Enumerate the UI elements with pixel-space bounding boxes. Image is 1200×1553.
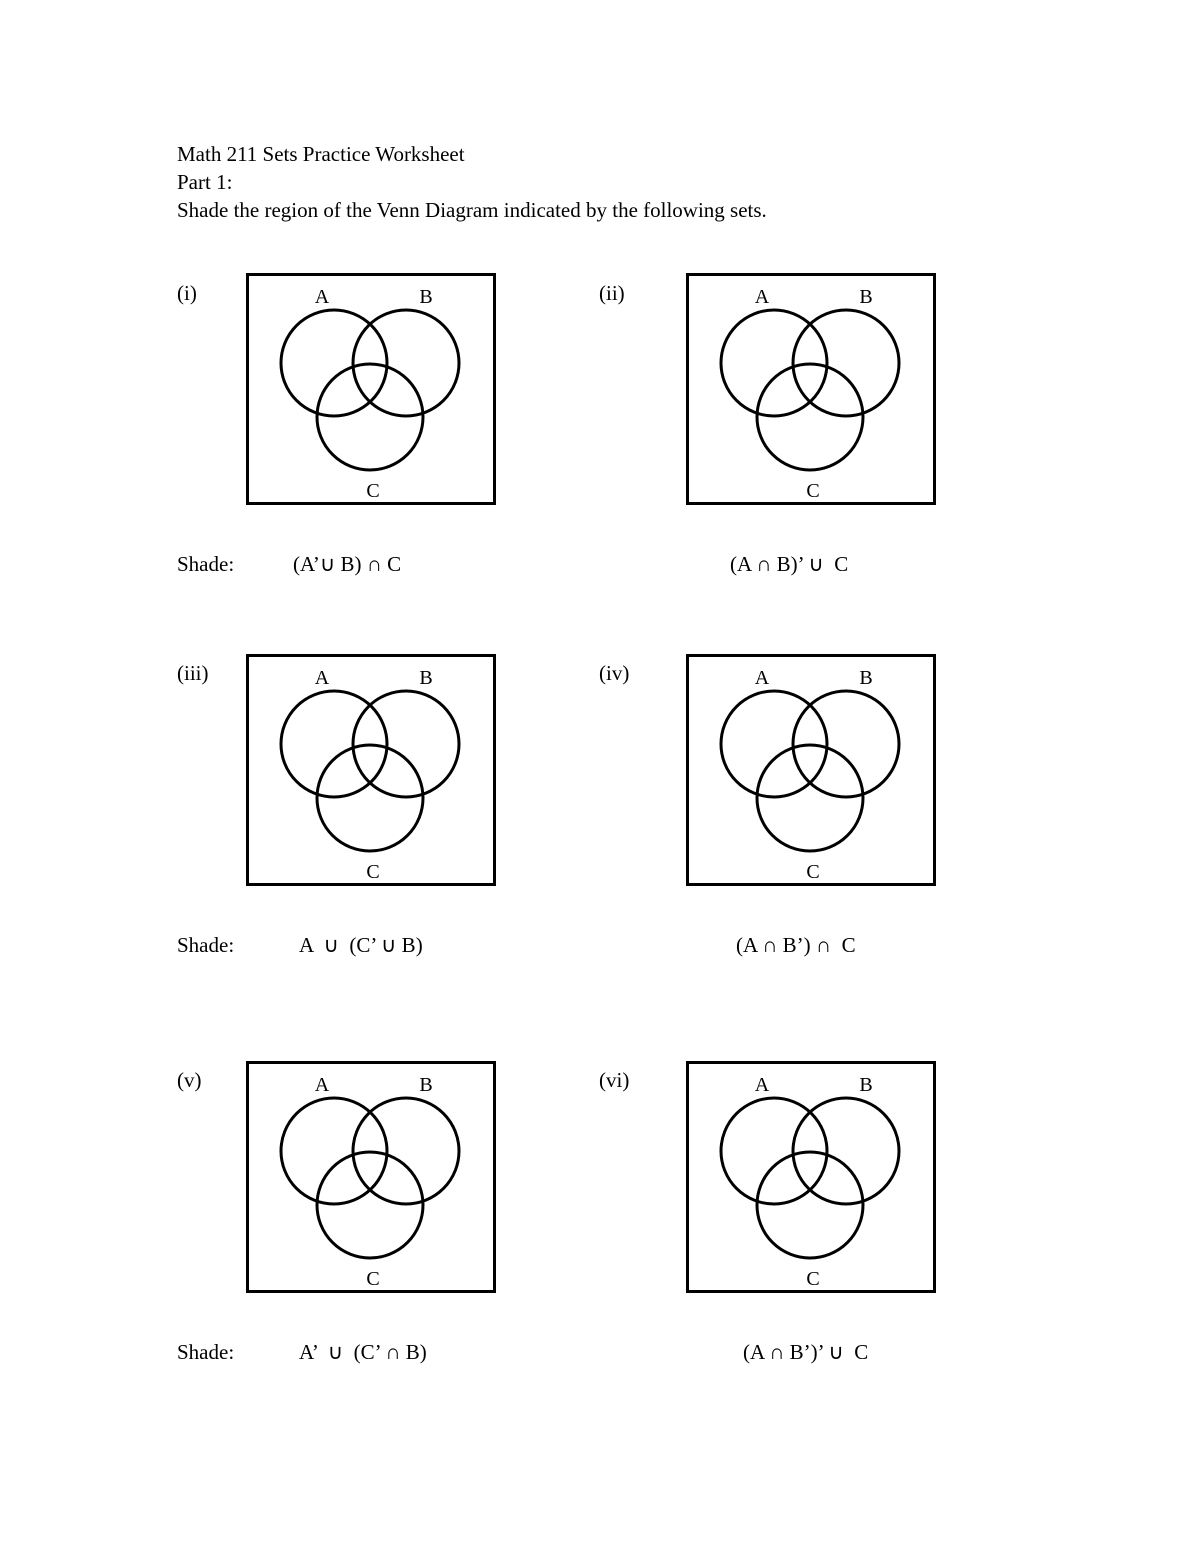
set-label-c: C	[366, 861, 380, 883]
venn-diagram	[686, 1061, 936, 1293]
venn-diagram	[246, 1061, 496, 1293]
set-label-b: B	[859, 1074, 873, 1096]
instructions: Shade the region of the Venn Diagram indicated by the following sets.	[177, 198, 767, 222]
problem-label: (i)	[177, 281, 197, 305]
set-label-b: B	[859, 286, 873, 308]
set-label-b: B	[859, 667, 873, 689]
problem-label: (iii)	[177, 661, 209, 685]
set-label-a: A	[314, 286, 330, 308]
set-label-c: C	[366, 1268, 380, 1290]
set-label-a: A	[314, 667, 330, 689]
worksheet-title: Math 211 Sets Practice Worksheet	[177, 142, 465, 166]
worksheet-header	[177, 140, 767, 224]
set-expression: A ∪ (C’ ∪ B)	[299, 933, 423, 957]
set-label-c: C	[806, 480, 820, 502]
set-expression: (A ∩ B)’ ∪ C	[730, 552, 849, 576]
set-label-c: C	[806, 1268, 820, 1290]
set-label-c: C	[366, 480, 380, 502]
problem-label: (vi)	[599, 1068, 630, 1092]
venn-diagram	[246, 273, 496, 505]
shade-label: Shade:	[177, 1340, 235, 1364]
set-expression: (A ∩ B’) ∩ C	[736, 933, 856, 957]
set-label-b: B	[419, 1074, 433, 1096]
set-expression: (A ∩ B’)’ ∪ C	[743, 1340, 869, 1364]
set-expression: (A’∪ B) ∩ C	[293, 552, 402, 576]
set-label-a: A	[754, 667, 770, 689]
problem-label: (v)	[177, 1068, 202, 1092]
set-expression: A’ ∪ (C’ ∩ B)	[299, 1340, 427, 1364]
venn-diagram	[246, 654, 496, 886]
set-label-b: B	[419, 667, 433, 689]
shade-label: Shade:	[177, 933, 235, 957]
shade-label: Shade:	[177, 552, 235, 576]
set-label-b: B	[419, 286, 433, 308]
part-heading: Part 1:	[177, 170, 233, 194]
set-label-a: A	[754, 286, 770, 308]
problem-label: (iv)	[599, 661, 630, 685]
venn-diagram	[686, 654, 936, 886]
set-label-c: C	[806, 861, 820, 883]
set-label-a: A	[754, 1074, 770, 1096]
set-label-a: A	[314, 1074, 330, 1096]
problem-label: (ii)	[599, 281, 625, 305]
venn-diagram	[686, 273, 936, 505]
